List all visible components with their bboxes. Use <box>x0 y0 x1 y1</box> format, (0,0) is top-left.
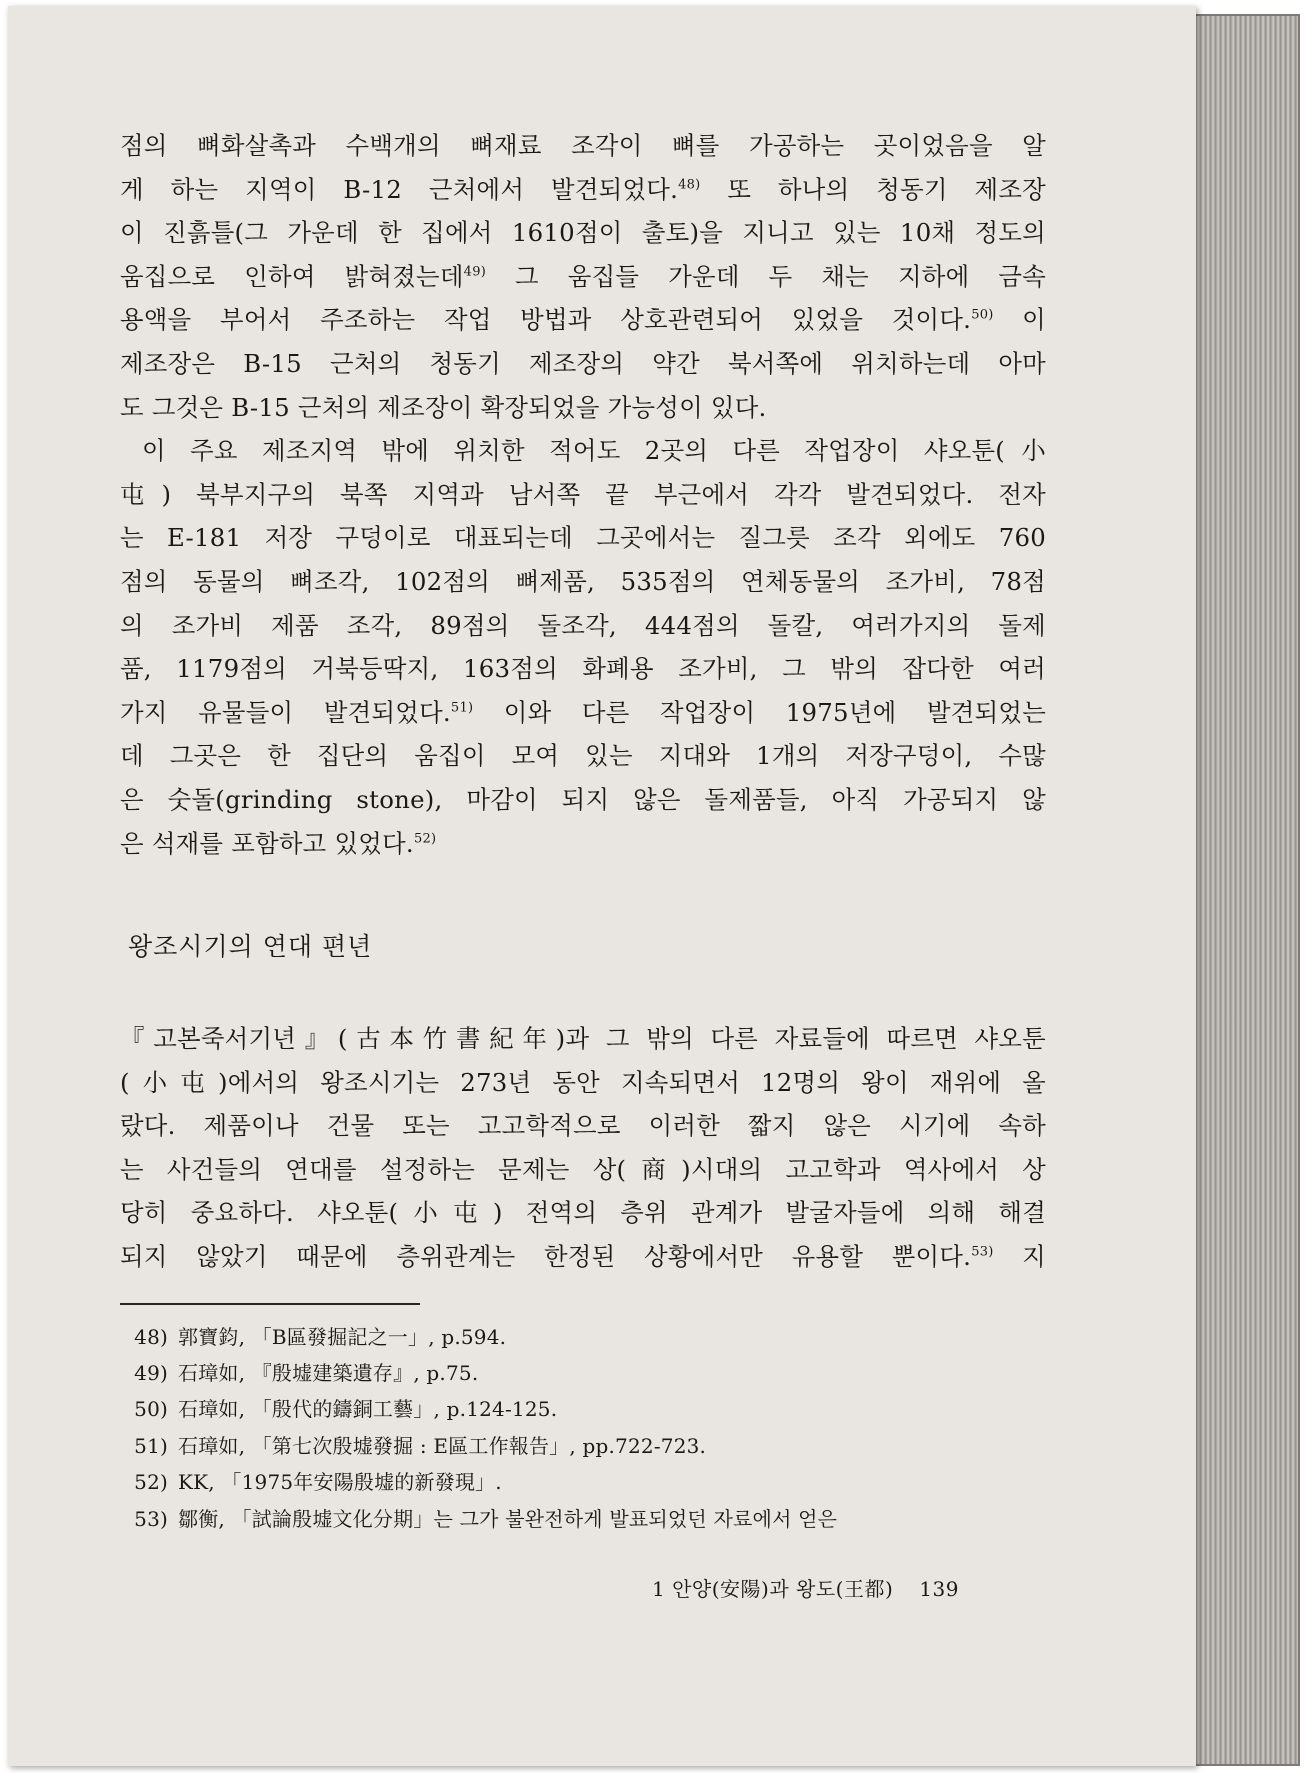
footnote-ref: 48) <box>678 176 701 192</box>
text-line: 점의 동물의 뼈조각, 102점의 뼈제품, 535점의 연체동물의 조가비, 78점 <box>120 566 1046 596</box>
footnote-item <box>120 1355 1046 1391</box>
text-line: 품, 1179점의 거북등딱지, 163점의 화폐용 조가비, 그 밖의 잡다한 여러 <box>120 654 1046 684</box>
footnote-number: 53) <box>134 1506 168 1531</box>
footnote-text: 石璋如, 「第七次殷墟發掘 : E區工作報告」, pp.722-723. <box>178 1433 707 1458</box>
text-line: 움집으로 인하여 밝혀졌는데$^{49)}$ 그 움집들 가운데 두 채는 지하에 금속 <box>120 261 1046 291</box>
footnote-ref: 52) <box>413 830 437 846</box>
footnote-ref: 51) <box>450 699 474 715</box>
footnote-ref: 53) <box>971 1244 994 1260</box>
text-line: 데 그곳은 한 집단의 움집이 모여 있는 지대와 1개의 저장구덩이, 수많 <box>120 741 1046 771</box>
footnote-text: KK, 「1975年安陽殷墟的新發現」. <box>178 1470 502 1495</box>
footnote-number: 51) <box>134 1433 168 1458</box>
text-line: 은 석재를 포함하고 있었다.$^{52)}$ <box>120 828 437 858</box>
page-stack-edge <box>1180 14 1300 1766</box>
footnote-divider <box>120 1303 420 1305</box>
footnote-ref: 49) <box>463 264 487 280</box>
text-line: 가지 유물들이 발견되었다.$^{51)}$ 이와 다른 작업장이 1975년에 발견되었는 <box>120 697 1046 727</box>
text-line: 는 사건들의 연대를 설정하는 문제는 상(商)시대의 고고학과 역사에서 상 <box>120 1154 1046 1184</box>
footnote-item <box>120 1464 1046 1500</box>
page-number: 139 <box>919 1577 959 1601</box>
footnote-number: 49) <box>134 1361 168 1386</box>
text-line: 용액을 부어서 주조하는 작업 방법과 상호관련되어 있었을 것이다.$^{50)}$ 이 <box>120 305 1046 335</box>
footnote-item <box>120 1391 1046 1427</box>
footnote-text: 郭寶鈞, 「B區發掘記之一」, p.594. <box>178 1324 507 1349</box>
text-line: 되지 않았기 때문에 층위관계는 한정된 상황에서만 유용할 뿐이다.$^{53)}$ 지 <box>120 1242 1046 1272</box>
text-line: 는 E-181 저장 구덩이로 대표되는데 그곳에서는 질그릇 조각 외에도 760 <box>120 523 1046 553</box>
text-line: 은 숫돌(grinding stone), 마감이 되지 않은 돌제품들, 아직 가공되지 않 <box>120 784 1046 814</box>
text-line: 이 진흙틀(그 가운데 한 집에서 1610점이 출토)을 지니고 있는 10채 정도의 <box>120 218 1046 248</box>
paragraph-2 <box>120 429 1046 865</box>
paragraph-3 <box>120 1017 1046 1279</box>
book-page <box>8 6 1196 1766</box>
text-line: 제조장은 B-15 근처의 청동기 제조장의 약간 북서쪽에 위치하는데 아마 <box>120 348 1046 378</box>
text-line: 『고본죽서기년』(古本竹書紀年)과 그 밖의 다른 자료들에 따르면 샤오툰 <box>120 1024 1046 1054</box>
footnote-item <box>120 1501 1046 1537</box>
footnote-number: 52) <box>134 1470 168 1495</box>
text-line: 屯) 북부지구의 북쪽 지역과 남서쪽 끝 부근에서 각각 발견되었다. 전자 <box>120 479 1046 509</box>
footnotes <box>120 1319 1046 1537</box>
text-line: 이 주요 제조지역 밖에 위치한 적어도 2곳의 다른 작업장이 샤오툰(小 <box>142 436 1046 466</box>
footnote-item <box>120 1428 1046 1464</box>
footnote-text: 鄒衡, 「試論殷墟文化分期」는 그가 불완전하게 발표되었던 자료에서 얻은 <box>178 1506 838 1531</box>
footnote-number: 48) <box>134 1324 168 1349</box>
paragraph-1 <box>120 124 1046 429</box>
section-heading: 왕조시기의 연대 편년 <box>128 932 373 962</box>
text-line: 랐다. 제품이나 건물 또는 고고학적으로 이러한 짧지 않은 시기에 속하 <box>120 1111 1046 1141</box>
text-line: 게 하는 지역이 B-12 근처에서 발견되었다.$^{48)}$ 또 하나의 청동기 제조장 <box>120 174 1046 204</box>
footnote-number: 50) <box>134 1397 168 1422</box>
page-footer <box>652 1573 959 1602</box>
text-line: 점의 뼈화살촉과 수백개의 뼈재료 조각이 뼈를 가공하는 곳이었음을 알 <box>120 131 1046 160</box>
text-line: 당히 중요하다. 샤오툰(小屯) 전역의 층위 관계가 발굴자들에 의해 해결 <box>120 1198 1046 1228</box>
page-content <box>120 124 1046 1537</box>
text-line: (小屯)에서의 왕조시기는 273년 동안 지속되면서 12명의 왕이 재위에 올 <box>120 1067 1046 1097</box>
footnote-item <box>120 1319 1046 1355</box>
footnote-text: 石璋如, 『殷墟建築遺存』, p.75. <box>178 1361 479 1386</box>
footnote-ref: 50) <box>971 307 994 323</box>
footnote-text: 石璋如, 「殷代的鑄銅工藝」, p.124-125. <box>178 1397 558 1422</box>
text-line: 의 조가비 제품 조각, 89점의 돌조각, 444점의 돌칼, 여러가지의 돌제 <box>120 610 1046 640</box>
running-footer-chapter: 1 안양(安陽)과 왕도(王都) <box>652 1577 894 1601</box>
text-line: 도 그것은 B-15 근처의 제조장이 확장되었을 가능성이 있다. <box>120 392 767 422</box>
